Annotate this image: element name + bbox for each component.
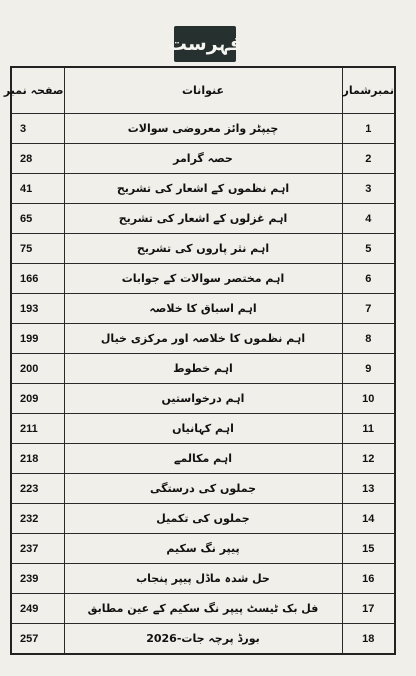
table-row bbox=[11, 444, 395, 474]
table-row bbox=[11, 264, 395, 294]
row-page-number: 65 bbox=[11, 204, 64, 234]
row-page-number: 211 bbox=[11, 414, 64, 444]
row-page-number: 28 bbox=[11, 144, 64, 174]
row-serial-number: 6 bbox=[342, 264, 395, 294]
row-page-number: 232 bbox=[11, 504, 64, 534]
table-row bbox=[11, 414, 395, 444]
row-page-number: 3 bbox=[11, 114, 64, 144]
row-serial-number: 18 bbox=[342, 624, 395, 655]
table-header-row bbox=[11, 67, 395, 114]
table-row bbox=[11, 594, 395, 624]
row-topic: جملوں کی درستگی bbox=[64, 474, 342, 504]
row-serial-number: 10 bbox=[342, 384, 395, 414]
row-topic: فل بک ٹیسٹ پیپر نگ سکیم کے عین مطابق bbox=[64, 594, 342, 624]
table-row bbox=[11, 474, 395, 504]
row-serial-number: 14 bbox=[342, 504, 395, 534]
table-row bbox=[11, 624, 395, 655]
row-page-number: 41 bbox=[11, 174, 64, 204]
table-row bbox=[11, 534, 395, 564]
row-topic: اہم نظموں کے اشعار کی تشریح bbox=[64, 174, 342, 204]
row-page-number: 237 bbox=[11, 534, 64, 564]
row-page-number: 218 bbox=[11, 444, 64, 474]
row-topic: اہم مکالمے bbox=[64, 444, 342, 474]
page-number-header: صفحہ نمبر bbox=[11, 67, 64, 114]
row-serial-number: 16 bbox=[342, 564, 395, 594]
row-topic: پیپر نگ سکیم bbox=[64, 534, 342, 564]
row-serial-number: 3 bbox=[342, 174, 395, 204]
table-row bbox=[11, 234, 395, 264]
row-topic: جملوں کی تکمیل bbox=[64, 504, 342, 534]
table-row bbox=[11, 294, 395, 324]
row-page-number: 193 bbox=[11, 294, 64, 324]
row-page-number: 223 bbox=[11, 474, 64, 504]
row-topic: اہم غزلوں کے اشعار کی تشریح bbox=[64, 204, 342, 234]
row-serial-number: 4 bbox=[342, 204, 395, 234]
table-row bbox=[11, 144, 395, 174]
row-serial-number: 7 bbox=[342, 294, 395, 324]
row-page-number: 209 bbox=[11, 384, 64, 414]
table-row bbox=[11, 324, 395, 354]
row-topic: اہم کہانیاں bbox=[64, 414, 342, 444]
row-topic: اہم درخواستیں bbox=[64, 384, 342, 414]
row-serial-number: 2 bbox=[342, 144, 395, 174]
row-serial-number: 15 bbox=[342, 534, 395, 564]
row-serial-number: 13 bbox=[342, 474, 395, 504]
row-page-number: 75 bbox=[11, 234, 64, 264]
row-topic: بورڈ پرچہ جات-2026 bbox=[64, 624, 342, 655]
serial-number-header: نمبرشمار bbox=[342, 67, 395, 114]
row-page-number: 199 bbox=[11, 324, 64, 354]
row-serial-number: 1 bbox=[342, 114, 395, 144]
page-title: فہرست bbox=[174, 26, 236, 62]
table-row bbox=[11, 564, 395, 594]
row-serial-number: 11 bbox=[342, 414, 395, 444]
row-serial-number: 9 bbox=[342, 354, 395, 384]
table-body bbox=[11, 114, 395, 655]
topics-header: عنوانات bbox=[64, 67, 342, 114]
row-page-number: 239 bbox=[11, 564, 64, 594]
table-row bbox=[11, 504, 395, 534]
table-row bbox=[11, 174, 395, 204]
table-row bbox=[11, 114, 395, 144]
table-row bbox=[11, 384, 395, 414]
row-serial-number: 17 bbox=[342, 594, 395, 624]
row-topic: اہم نثر پاروں کی تشریح bbox=[64, 234, 342, 264]
row-page-number: 166 bbox=[11, 264, 64, 294]
table-of-contents bbox=[3, 66, 396, 655]
row-page-number: 249 bbox=[11, 594, 64, 624]
row-topic: اہم خطوط bbox=[64, 354, 342, 384]
row-serial-number: 5 bbox=[342, 234, 395, 264]
row-topic: چیپٹر وائز معروضی سوالات bbox=[64, 114, 342, 144]
table-row bbox=[11, 354, 395, 384]
row-page-number: 200 bbox=[11, 354, 64, 384]
row-page-number: 257 bbox=[11, 624, 64, 655]
table-row bbox=[11, 204, 395, 234]
row-topic: اہم اسباق کا خلاصہ bbox=[64, 294, 342, 324]
row-serial-number: 12 bbox=[342, 444, 395, 474]
row-topic: اہم نظموں کا خلاصہ اور مرکزی خیال bbox=[64, 324, 342, 354]
row-topic: حصہ گرامر bbox=[64, 144, 342, 174]
row-topic: اہم مختصر سوالات کے جوابات bbox=[64, 264, 342, 294]
row-topic: حل شدہ ماڈل پیپر پنجاب bbox=[64, 564, 342, 594]
row-serial-number: 8 bbox=[342, 324, 395, 354]
